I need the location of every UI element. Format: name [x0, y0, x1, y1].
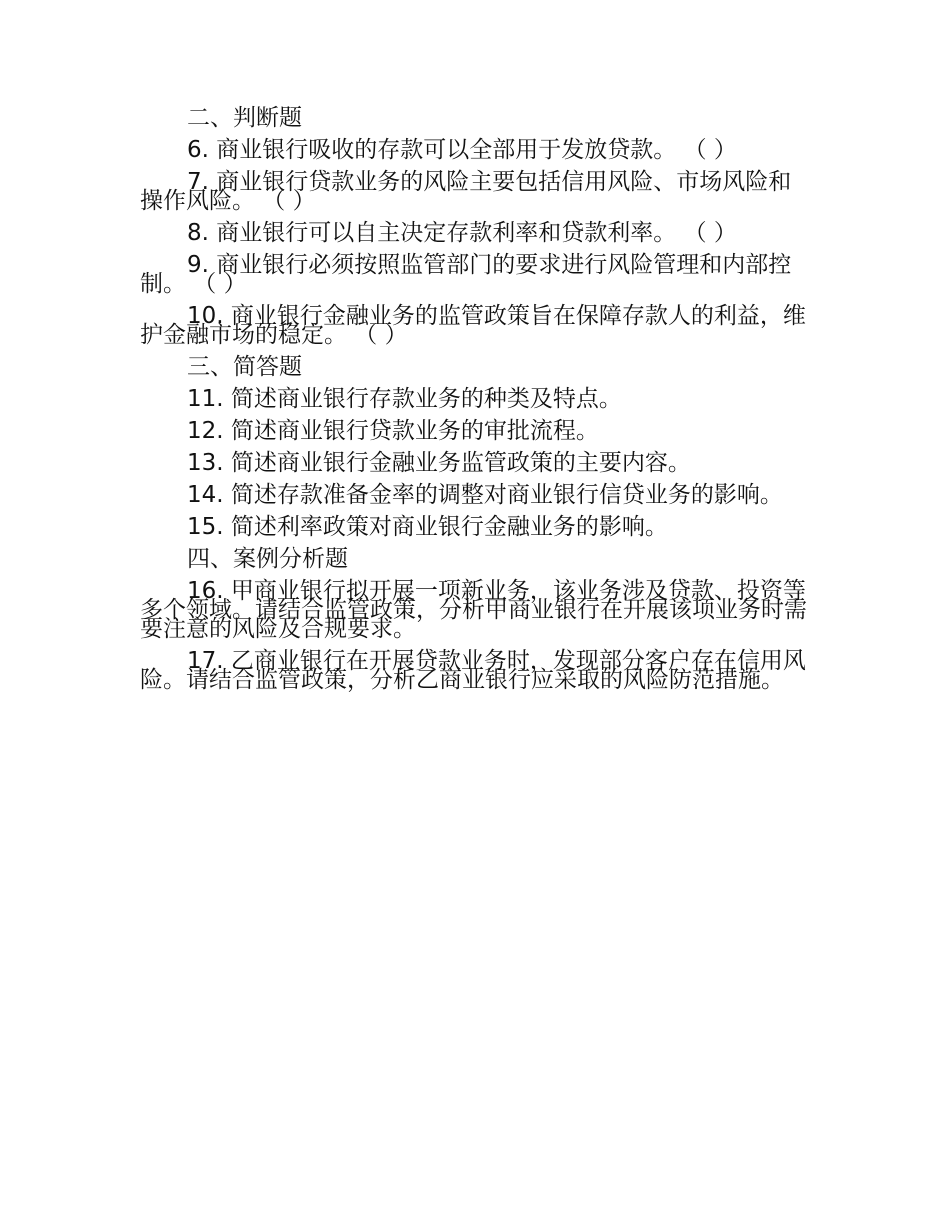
question-15: 15. 简述利率政策对商业银行金融业务的影响。	[187, 514, 668, 540]
section-heading-judgment: 二、判断题	[187, 105, 302, 131]
question-13: 13. 简述商业银行金融业务监管政策的主要内容。	[187, 450, 691, 476]
question-8: 8. 商业银行可以自主决定存款利率和贷款利率。 （ ）	[187, 220, 737, 246]
document-body	[140, 104, 812, 698]
question-7: 7. 商业银行贷款业务的风险主要包括信用风险、市场风险和操作风险。 （ ）	[140, 169, 792, 214]
question-17: 17. 乙商业银行在开展贷款业务时，发现部分客户存在信用风险。请结合监管政策，分析乙商业银行应采取的风险防范措施。	[140, 648, 806, 693]
question-16: 16. 甲商业银行拟开展一项新业务，该业务涉及贷款、投资等多个领域。请结合监管政策，分析甲商业银行在开展该项业务时需要注意的风险及合规要求。	[140, 578, 807, 642]
question-9: 9. 商业银行必须按照监管部门的要求进行风险管理和内部控制。 （ ）	[140, 252, 792, 297]
question-11: 11. 简述商业银行存款业务的种类及特点。	[187, 386, 622, 412]
question-12: 12. 简述商业银行贷款业务的审批流程。	[187, 418, 599, 444]
question-10: 10. 商业银行金融业务的监管政策旨在保障存款人的利益，维护金融市场的稳定。 （ ）	[140, 303, 806, 348]
section-heading-short-answer: 三、简答题	[187, 354, 302, 380]
question-6: 6. 商业银行吸收的存款可以全部用于发放贷款。 （ ）	[187, 137, 737, 163]
section-heading-case-analysis: 四、案例分析题	[187, 546, 348, 572]
question-14: 14. 简述存款准备金率的调整对商业银行信贷业务的影响。	[187, 482, 783, 508]
